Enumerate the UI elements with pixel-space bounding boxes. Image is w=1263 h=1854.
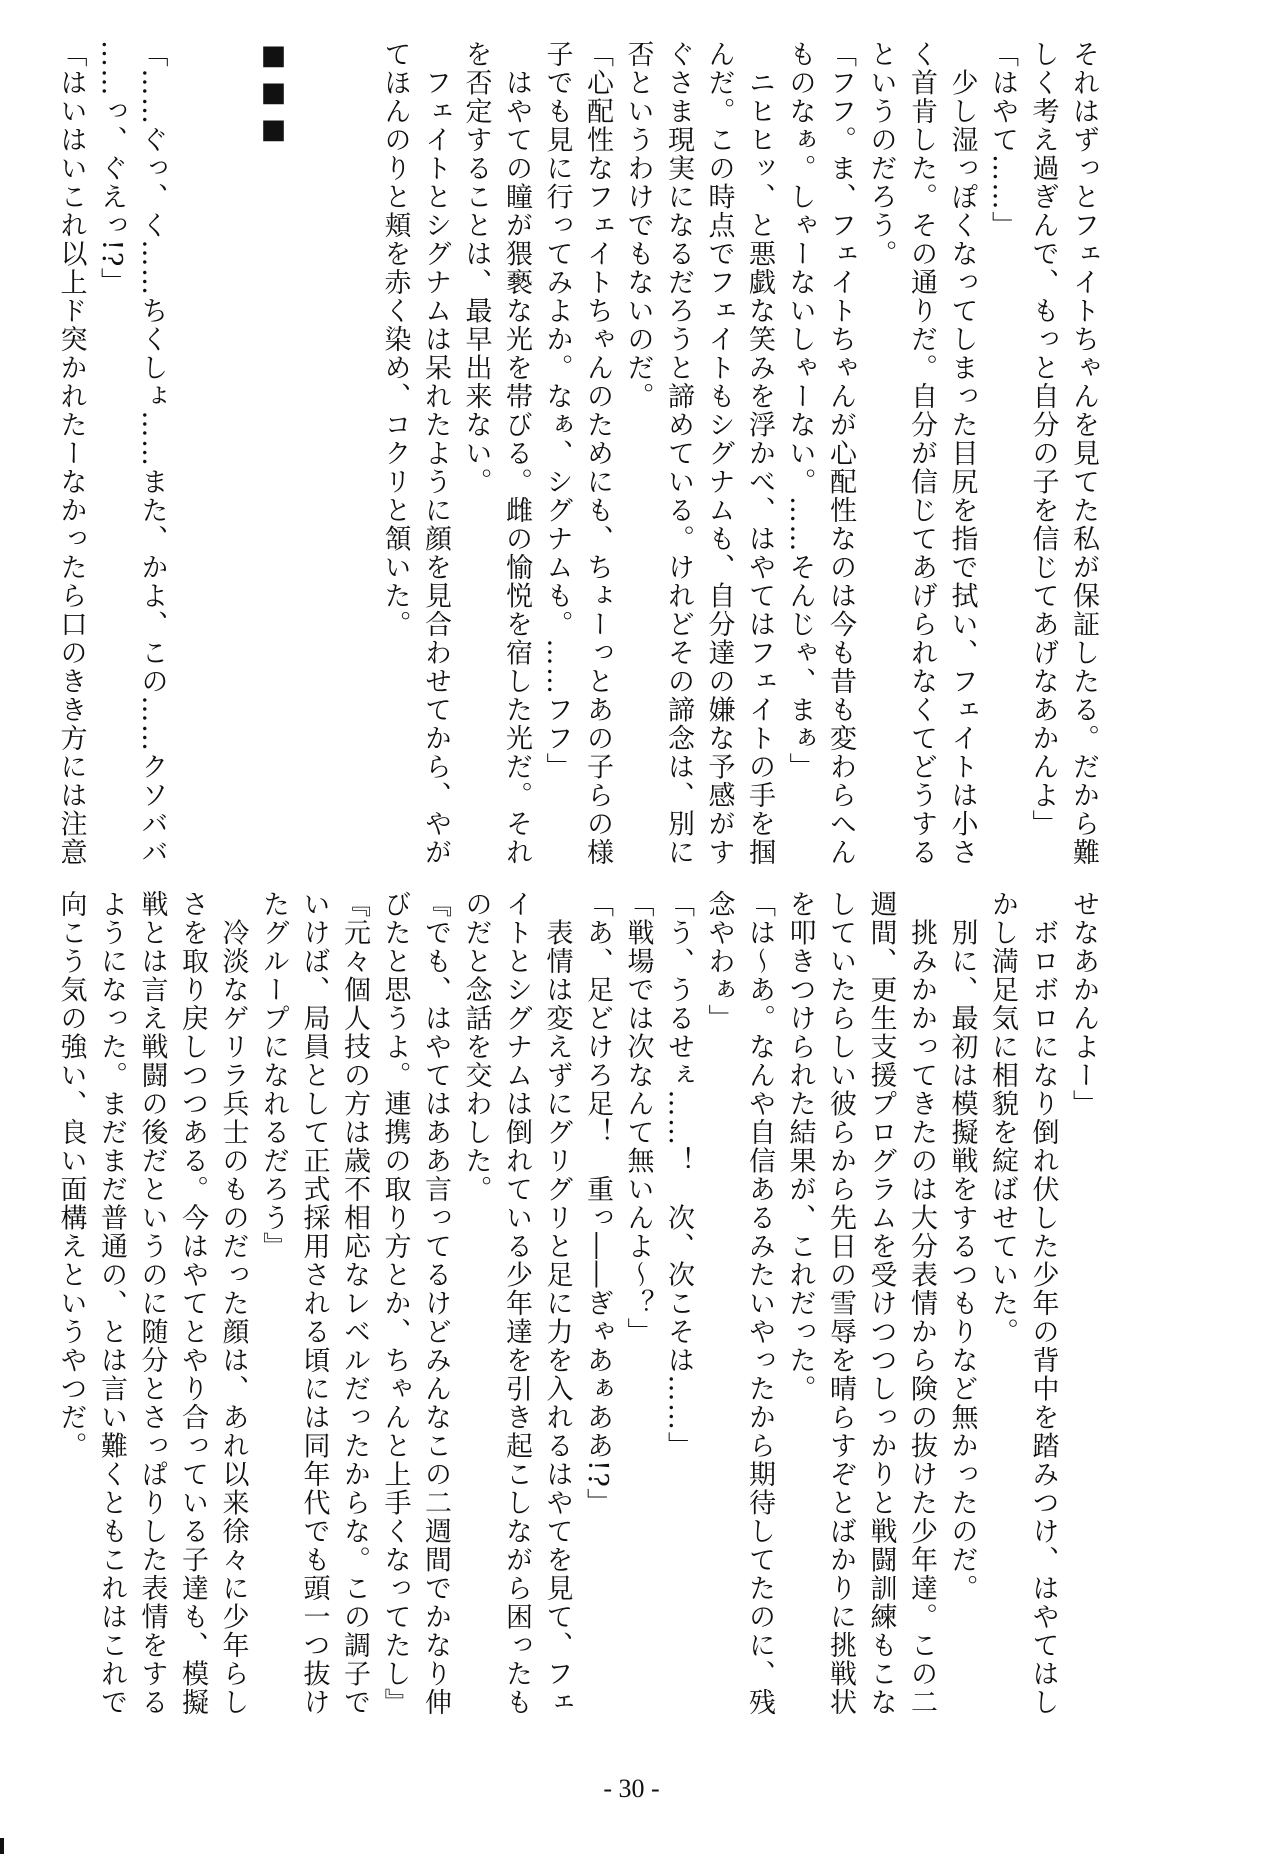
text-line: 念やわぁ」 [703, 890, 735, 1033]
text-line: ……っ、ぐえっ!?」 [96, 40, 127, 297]
text-line: さを取り戻しつつある。今はやてとやり合っている子達も、模擬 [177, 890, 208, 1717]
text-line: 「は～あ。なんや自信あるみたいやったから期待してたのに、残 [744, 890, 775, 1717]
text-line: 『元々個人技の方は歳不相応なレベルだったからな。この調子で [339, 890, 370, 1717]
text-line: 週間、更生支援プログラムを受けつつしっかりと戦闘訓練もこな [865, 890, 897, 1717]
text-line: それはずっとフェイトちゃんを見てた私が保証したる。だから難 [1068, 40, 1099, 867]
text-line: を叩きつけられた結果が、これだった。 [784, 890, 816, 1403]
text-line: ものなぁ。しゃーないしゃーない。……そんじゃ、まぁ」 [784, 40, 816, 781]
text-line: ニヒヒッ、と悪戯な笑みを浮かべ、はやてはフェイトの手を掴 [744, 40, 775, 867]
text-line: 向こう気の強い、良い面構えというやつだ。 [55, 890, 87, 1460]
text-line: いけば、局員として正式採用される頃には同年代でも頭一つ抜け [298, 890, 330, 1717]
text-line: 「フフ。ま、フェイトちゃんが心配性なのは今も昔も変わらへん [825, 40, 856, 867]
text-line: せなあかんよー」 [1068, 890, 1099, 1118]
text-line: てほんのりと頬を赤く染め、コクリと頷いた。 [379, 40, 411, 639]
upper-text-block [55, 40, 1103, 867]
text-line: 挑みかかってきたのは大分表情から険の抜けた少年達。この二 [906, 890, 937, 1717]
text-line: 子でも見に行ってみよか。なぁ、シグナムも。……フフ」 [541, 40, 573, 781]
text-line: 『でも、はやてはああ言ってるけどみんなこの二週間でかなり伸 [420, 890, 451, 1717]
text-line: しく考え過ぎんで、もっと自分の子を信じてあげなあかんよ」 [1027, 40, 1059, 838]
text-line: 少し湿っぽくなってしまった目尻を指で拭い、フェイトは小さ [946, 40, 978, 867]
text-line: 「う、うるせぇ……！ 次、次こそは……」 [663, 890, 694, 1460]
page-number: - 30 - [603, 1774, 660, 1803]
text-line: していたらしい彼らから先日の雪辱を晴らすぞとばかりに挑戦状 [825, 890, 856, 1717]
blank-line [293, 40, 334, 862]
text-line: ぐさま現実になるだろうと諦めている。けれどその諦念は、別に [663, 40, 694, 867]
lower-text-block [55, 890, 1103, 1717]
text-line: を否定することは、最早出来ない。 [460, 40, 492, 496]
text-line: かし満足気に相貌を綻ばせていた。 [987, 890, 1018, 1346]
text-line: というのだろう。 [865, 40, 897, 268]
text-line: 冷淡なゲリラ兵士のものだった顔は、あれ以来徐々に少年らし [217, 890, 249, 1717]
text-line: く首肯した。その通りだ。自分が信じてあげられなくてどうする [906, 40, 937, 867]
text-line: イトとシグナムは倒れている少年達を引き起こしながら困ったも [501, 890, 532, 1717]
blank-line [334, 40, 375, 862]
text-line: 表情は変えずにグリグリと足に力を入れるはやてを見て、フェ [541, 890, 573, 1717]
text-line: 戦とは言え戦闘の後だというのに随分とさっぱりした表情をする [136, 890, 168, 1717]
text-line: ようになった。まだまだ普通の、とは言い難くともこれはこれで [96, 890, 127, 1717]
text-line: 「……ぐっ、く……ちくしょ……また、かよ、この……クソババ [136, 40, 168, 867]
text-line: 「あ、足どけろ足！ 重っ――ぎゃあぁああ!?」 [582, 890, 613, 1517]
text-line: びたと思うよ。連携の取り方とか、ちゃんと上手くなってたし』 [379, 890, 411, 1717]
text-line: 「戦場では次なんて無いんよ～？」 [622, 890, 654, 1346]
text-line: ボロボロになり倒れ伏した少年の背中を踏みつけ、はやてはし [1027, 890, 1059, 1717]
text-line: 「はいはいこれ以上ド突かれたーなかったら口のきき方には注意 [55, 40, 87, 867]
text-line: のだと念話を交わした。 [460, 890, 492, 1204]
text-line: たグループになれるだろう』 [258, 890, 289, 1261]
blank-line [212, 40, 253, 862]
blank-line [172, 40, 213, 862]
text-line: 「はやて……」 [987, 40, 1018, 240]
text-line: んだ。この時点でフェイトもシグナムも、自分達の嫌な予感がす [703, 40, 735, 867]
section-break-marks: ■■■ [258, 40, 289, 151]
text-line: 「心配性なフェイトちゃんのためにも、ちょーっとあの子らの様 [582, 40, 613, 867]
text-line: 否というわけでもないのだ。 [622, 40, 654, 411]
text-line: フェイトとシグナムは呆れたように顔を見合わせてから、やが [420, 40, 451, 867]
crop-mark [0, 1838, 4, 1854]
text-line: はやての瞳が猥褻な光を帯びる。雌の愉悦を宿した光だ。それ [501, 40, 532, 867]
text-line: 別に、最初は模擬戦をするつもりなど無かったのだ。 [946, 890, 978, 1603]
